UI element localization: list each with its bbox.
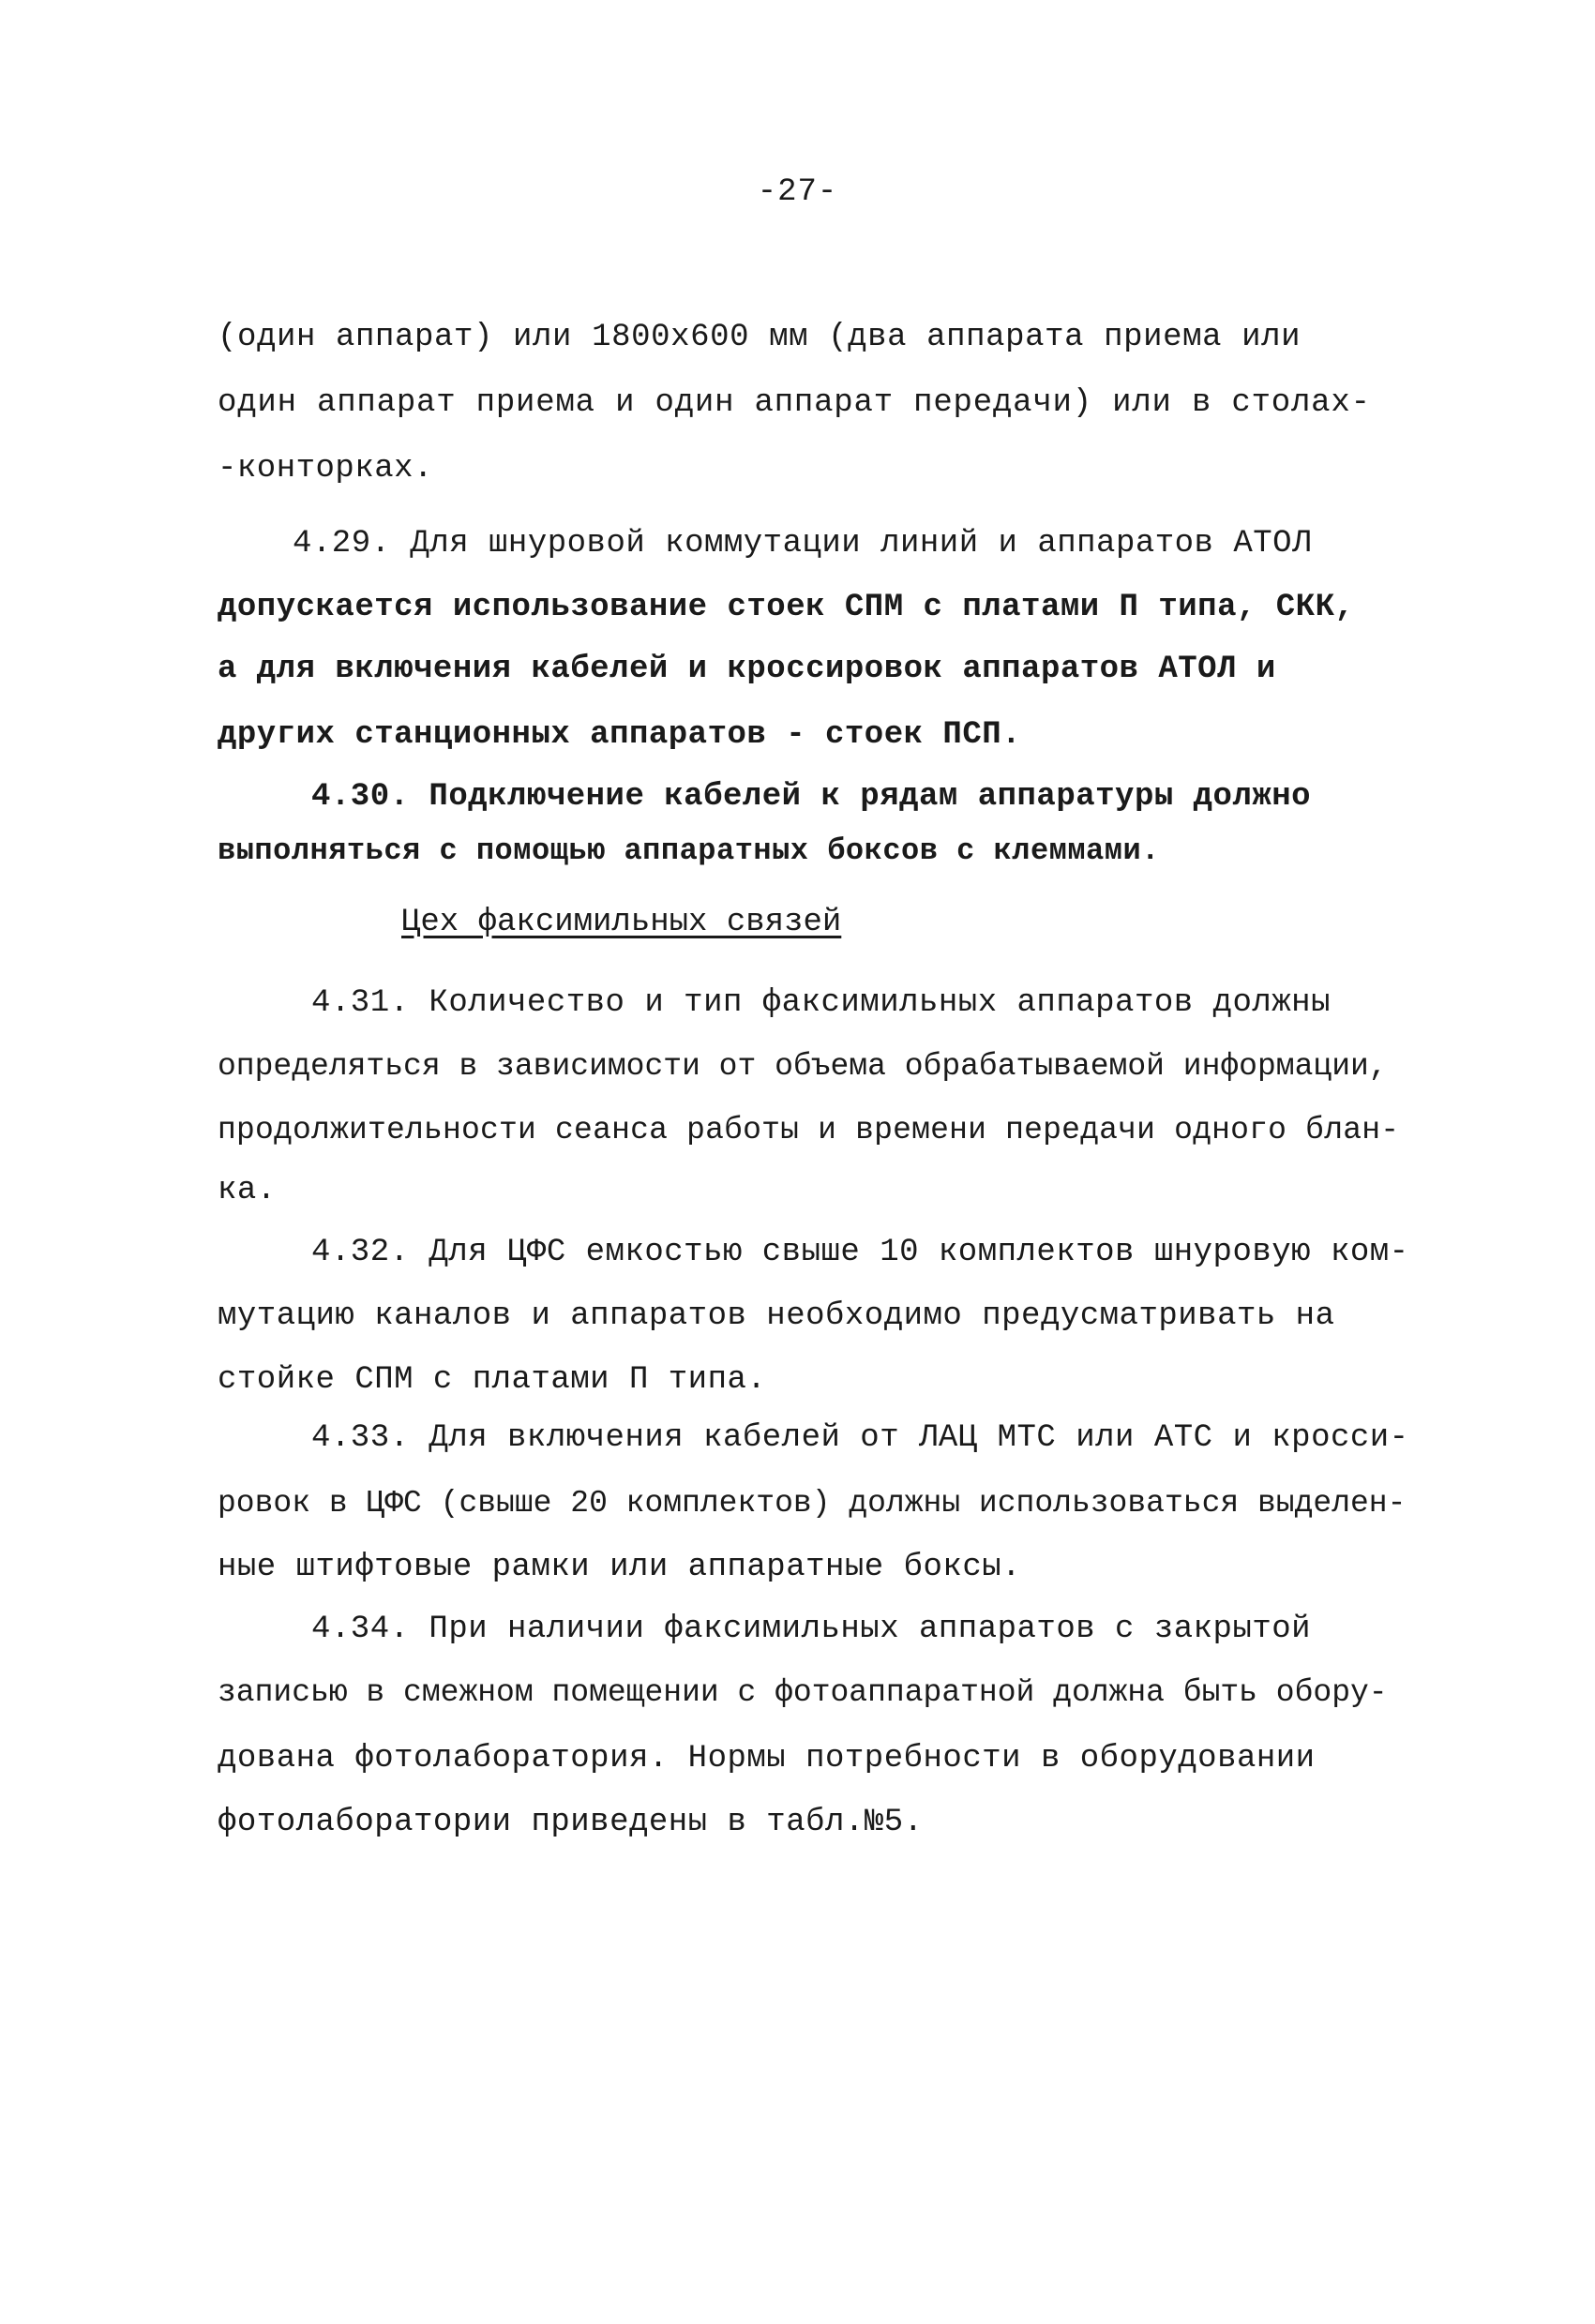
p431-line-3: продолжительности сеанса работы и времени передачи одного блан- <box>218 1113 1400 1147</box>
p429-line-4: других станционных аппаратов - стоек ПСП. <box>218 717 1022 753</box>
p433-line-3: ные штифтовые рамки или аппаратные боксы. <box>218 1550 1022 1585</box>
page-number: -27- <box>757 174 838 210</box>
intro-line-3: -конторках. <box>218 451 433 487</box>
p429-line-1: 4.29. Для шнуровой коммутации линий и аппаратов АТОЛ <box>293 526 1312 562</box>
intro-line-1: (один аппарат) или 1800x600 мм (два аппарата приема или <box>218 320 1302 355</box>
section-heading: Цех факсимильных связей <box>401 905 842 940</box>
p431-line-2: определяться в зависимости от объема обрабатываемой информации, <box>218 1049 1388 1084</box>
p434-line-3: дована фотолаборатория. Нормы потребности в оборудовании <box>218 1741 1316 1777</box>
p434-line-1: 4.34. При наличии факсимильных аппаратов с закрытой <box>311 1612 1312 1647</box>
p431-line-1: 4.31. Количество и тип факсимильных аппаратов должны <box>311 985 1331 1021</box>
p432-line-2: мутацию каналов и аппаратов необходимо предусматривать на <box>218 1298 1335 1334</box>
p433-line-1: 4.33. Для включения кабелей от ЛАЦ МТС или АТС и кросси- <box>311 1420 1409 1456</box>
p430-line-2: выполняться с помощью аппаратных боксов с клеммами. <box>218 833 1160 868</box>
p434-line-4: фотолаборатории приведены в табл.№5. <box>218 1805 924 1840</box>
intro-line-2: один аппарат приема и один аппарат передачи) или в столах- <box>218 385 1371 421</box>
p433-line-2: ровок в ЦФС (свыше 20 комплектов) должны использоваться выделен- <box>218 1486 1407 1521</box>
p432-line-1: 4.32. Для ЦФС емкостью свыше 10 комплектов шнуровую ком- <box>311 1235 1409 1270</box>
p432-line-3: стойке СПМ с платами П типа. <box>218 1362 767 1398</box>
p430-line-1: 4.30. Подключение кабелей к рядам аппаратуры должно <box>311 779 1312 815</box>
p429-line-2: допускается использование стоек СПМ с платами П типа, СКК, <box>218 590 1355 625</box>
p434-line-2: записью в смежном помещении с фотоаппаратной должна быть обору- <box>218 1675 1388 1710</box>
p429-line-3: а для включения кабелей и кроссировок аппаратов АТОЛ и <box>218 652 1276 687</box>
p431-line-4: ка. <box>218 1173 277 1208</box>
